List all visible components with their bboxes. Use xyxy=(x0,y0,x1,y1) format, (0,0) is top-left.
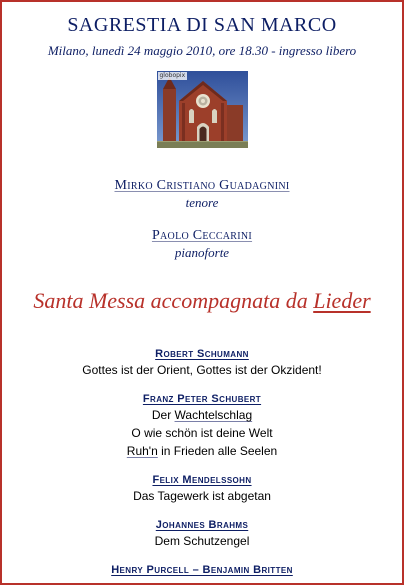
composer-name: Robert Schumann xyxy=(155,348,249,360)
event-title-text: Santa Messa accompagnata da xyxy=(33,288,314,313)
performer-tenor xyxy=(2,178,402,211)
performer-role: pianoforte xyxy=(174,245,230,260)
composer-name: Franz Peter Schubert xyxy=(142,393,262,405)
program-item xyxy=(2,564,402,576)
composer-name: Felix Mendelssohn xyxy=(152,474,252,486)
performer-pianist xyxy=(2,228,402,261)
church-photo xyxy=(157,71,248,148)
piece-title: Dem Schutzengel xyxy=(154,534,250,548)
piece-title-text: in Frieden alle Seelen xyxy=(157,444,278,458)
venue-title: SAGRESTIA DI SAN MARCO xyxy=(67,14,337,36)
event-title xyxy=(2,288,402,314)
piece-title: O wie schön ist deine Welt xyxy=(131,426,273,440)
piece-title-underlined: Ruh'n xyxy=(126,444,158,458)
program-item xyxy=(2,474,402,504)
piece-title xyxy=(2,443,402,459)
composer-name: Johannes Brahms xyxy=(155,519,249,531)
performer-name: Mirko Cristiano Guadagnini xyxy=(114,178,290,193)
program-item xyxy=(2,348,402,378)
event-date-line: Milano, lunedì 24 maggio 2010, ore 18.30 - ingresso libero xyxy=(47,43,357,58)
piece-title xyxy=(2,407,402,423)
piece-title-text: Der xyxy=(151,408,175,422)
program-list xyxy=(2,348,402,576)
performer-name: Paolo Ceccarini xyxy=(151,228,253,243)
photo-watermark: globopix xyxy=(159,72,186,79)
church-facade-image xyxy=(157,71,248,148)
program-item xyxy=(2,519,402,549)
piece-title: Gottes ist der Orient, Gottes ist der Okzident! xyxy=(82,363,322,377)
composer-name: Henry Purcell – Benjamin Britten xyxy=(111,564,293,576)
performer-role: tenore xyxy=(185,195,219,210)
piece-title: Das Tagewerk ist abgetan xyxy=(133,489,271,503)
event-title-underlined: Lieder xyxy=(313,288,371,313)
program-item xyxy=(2,393,402,459)
piece-title-underlined: Wachtelschlag xyxy=(174,408,253,422)
